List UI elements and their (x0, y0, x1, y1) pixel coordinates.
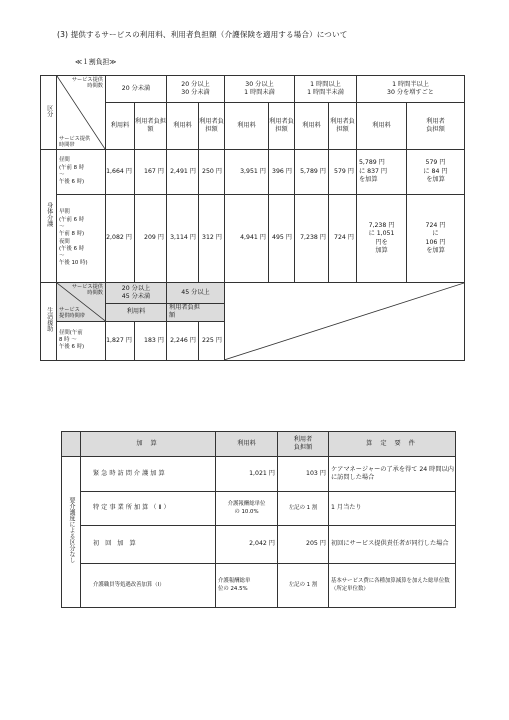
duration-header-1: 20 分以上 30 分未満 (167, 76, 225, 103)
burden-label: 利用者負担額 (135, 103, 167, 150)
addition-burden: 左記の 1 割 (278, 492, 329, 526)
category-body-care: 身体介護 (41, 150, 57, 283)
life-fee-label: 利用料 (106, 304, 167, 322)
value-cell: 225 円 (199, 321, 225, 360)
value-cell: 183 円 (135, 321, 167, 360)
burden-subtitle: ≪１割負担≫ (75, 58, 117, 66)
value-cell: 396 円 (269, 150, 295, 195)
life-duration-header-0: 20 分以上 45 分未満 (106, 283, 167, 304)
burden-label: 利用者負担額 (199, 103, 225, 150)
requirements-header: 算 定 要 件 (329, 432, 456, 457)
duration-header-2: 30 分以上 1 時間未満 (225, 76, 295, 103)
blank-header (62, 432, 81, 457)
value-cell: 5,789 円 (295, 150, 329, 195)
fee-label: 利用料 (106, 103, 135, 150)
section-title: (3) 提供するサービスの利用料、利用者負担額（介護保険を適用する場合）について (57, 30, 348, 39)
value-cell: 3,951 円 (225, 150, 269, 195)
kubun-header: 区分 (41, 76, 57, 150)
fee-label: 利用料 (225, 103, 269, 150)
fee-label: 利用料 (167, 103, 199, 150)
time-band-early-night: 早朝 (午前 6 時 ～ 午前 8 時) 夜間 (午後 6 時 ～ 午後 10 時) (57, 195, 106, 283)
value-cell: 579 円 (329, 150, 357, 195)
addition-fee: 介護報酬総単位 の 10.0% (216, 492, 278, 526)
time-band-daytime: 昼間 (午前 8 時 ～ 午後 6 時) (57, 150, 106, 195)
addition-fee: 1,021 円 (216, 457, 278, 492)
life-duration-header-1: 45 分以上 (167, 283, 225, 304)
time-band-life: 昼間(午前 8 時 ～ 午後 6 時) (57, 321, 106, 360)
corner-cell: サービス提供 時間数 サービス提供 時間帯 (57, 76, 106, 150)
burden-label: 利用者 負担額 (407, 103, 465, 150)
corner-cell-life: サービス提供 時間数 サービス 提供時間帯 (57, 283, 106, 322)
fee-table (40, 75, 465, 361)
category-life-support: 生活援助 (41, 283, 57, 361)
extra-fee-cell: 5,789 円 に 837 円 を加算 (357, 150, 407, 195)
addition-table (61, 431, 456, 608)
value-cell: 4,941 円 (225, 195, 269, 283)
value-cell: 312 円 (199, 195, 225, 283)
value-cell: 2,491 円 (167, 150, 199, 195)
value-cell: 250 円 (199, 150, 225, 195)
value-cell: 3,114 円 (167, 195, 199, 283)
duration-header-0: 20 分未満 (106, 76, 167, 103)
addition-burden: 205 円 (278, 526, 329, 564)
extra-burden-cell: 724 円 に 106 円 を加算 (407, 195, 465, 283)
addition-header: 加 算 (81, 432, 216, 457)
duration-header-4: 1 時間半以上 30 分を増すごと (357, 76, 465, 103)
value-cell: 724 円 (329, 195, 357, 283)
empty-area (225, 283, 465, 361)
value-cell: 1,664 円 (106, 150, 135, 195)
value-cell: 7,238 円 (295, 195, 329, 283)
fee-label: 利用料 (357, 103, 407, 150)
addition-fee: 介護報酬総単 位の 24.5% (216, 564, 278, 608)
burden-header: 利用者 負担額 (278, 432, 329, 457)
addition-burden: 左記の 1 割 (278, 564, 329, 608)
addition-fee: 2,042 円 (216, 526, 278, 564)
addition-burden: 103 円 (278, 457, 329, 492)
burden-label: 利用者負担額 (329, 103, 357, 150)
addition-name: 緊急時訪問介護加算 (81, 457, 216, 492)
duration-header-3: 1 時間以上 1 時間半未満 (295, 76, 357, 103)
value-cell: 2,082 円 (106, 195, 135, 283)
addition-name: 特定事業所加算（Ⅱ） (81, 492, 216, 526)
fee-label: 利用料 (295, 103, 329, 150)
addition-requirement: 1 月当たり (329, 492, 456, 526)
burden-label: 利用者負担額 (269, 103, 295, 150)
addition-requirement: 基本サービス費に各種加算減算を加えた総単位数（所定単位数） (329, 564, 456, 608)
fee-header: 利用料 (216, 432, 278, 457)
extra-fee-cell: 7,238 円 に 1,051 円を 加算 (357, 195, 407, 283)
life-burden-label: 利用者負担 額 (167, 304, 225, 322)
addition-requirement: ケアマネージャーの了承を得て 24 時間以内に訪問した場合 (329, 457, 456, 492)
value-cell: 1,827 円 (106, 321, 135, 360)
extra-burden-cell: 579 円 に 84 円 を加算 (407, 150, 465, 195)
addition-name: 初 回 加 算 (81, 526, 216, 564)
side-label: 要介護度による区分なし (62, 457, 81, 608)
value-cell: 2,246 円 (167, 321, 199, 360)
value-cell: 167 円 (135, 150, 167, 195)
addition-name: 介護職員等処遇改善加算（Ⅰ） (81, 564, 216, 608)
value-cell: 495 円 (269, 195, 295, 283)
value-cell: 209 円 (135, 195, 167, 283)
addition-requirement: 初回にサービス提供責任者が同行した場合 (329, 526, 456, 564)
